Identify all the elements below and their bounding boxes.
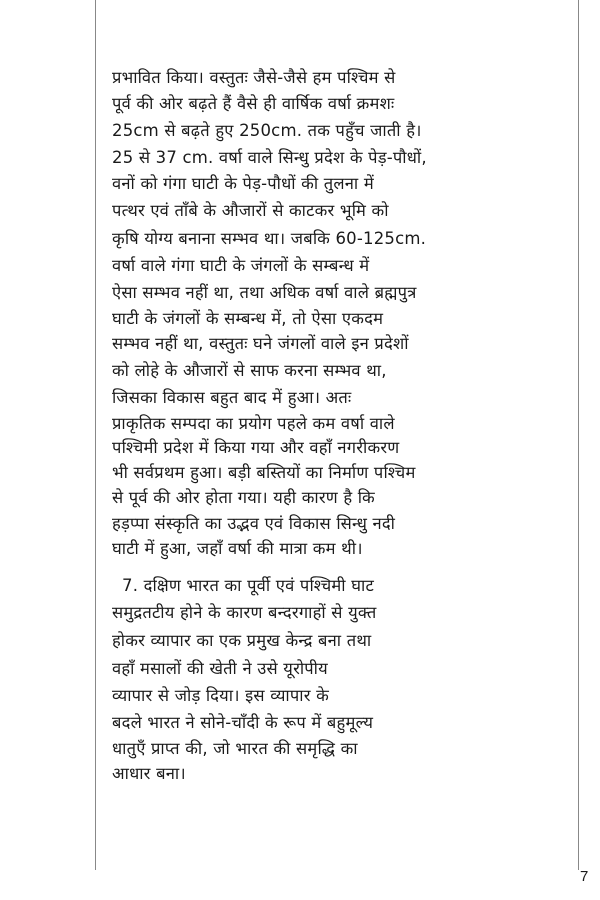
text-line: प्रभावित किया। वस्तुतः जैसे-जैसे हम पश्चिम से <box>112 68 396 87</box>
right-margin-line <box>578 0 579 870</box>
text-line: हड़प्पा संस्कृति का उद्भव एवं विकास सिन्धु नदी <box>112 514 396 533</box>
text-line: जिसका विकास बहुत बाद में हुआ। अतः <box>112 388 352 407</box>
text-line: 25cm से बढ़ते हुए 250cm. तक पहुँच जाती है। <box>112 121 422 140</box>
text-line: वहाँ मसालों की खेती ने उसे यूरोपीय <box>112 659 328 678</box>
text-line: आधार बना। <box>112 764 186 783</box>
text-line: घाटी के जंगलों के सम्बन्ध में, तो ऐसा एकदम <box>112 309 384 328</box>
text-line: बदले भारत ने सोने-चाँदी के रूप में बहुमूल्य <box>112 713 374 732</box>
text-line: वनों को गंगा घाटी के पेड़-पौधों की तुलना में <box>112 174 374 193</box>
text-line: सम्भव नहीं था, वस्तुतः घने जंगलों वाले इन प्रदेशों <box>112 334 409 353</box>
page-number: 7 <box>580 868 589 885</box>
text-line: को लोहे के औजारों से साफ करना सम्भव था, <box>112 361 387 380</box>
left-margin-line <box>95 0 96 870</box>
text-line: व्यापार से जोड़ दिया। इस व्यापार के <box>112 686 329 705</box>
text-line: पत्थर एवं ताँबे के औजारों से काटकर भूमि को <box>112 201 389 220</box>
text-line: से पूर्व की ओर होता गया। यही कारण है कि <box>112 488 375 507</box>
text-line: प्राकृतिक सम्पदा का प्रयोग पहले कम वर्षा वाले <box>112 414 395 433</box>
text-line: ऐसा सम्भव नहीं था, तथा अधिक वर्षा वाले ब्रह्मपुत्र <box>112 283 417 302</box>
text-line: होकर व्यापार का एक प्रमुख केन्द्र बना तथा <box>112 631 372 650</box>
text-line: धातुएँ प्राप्त की, जो भारत की समृद्धि का <box>112 739 358 758</box>
text-line: 7. दक्षिण भारत का पूर्वी एवं पश्चिमी घाट <box>122 576 374 595</box>
text-line: 25 से 37 cm. वर्षा वाले सिन्धु प्रदेश के पेड़-पौधों, <box>112 148 427 167</box>
text-line: भी सर्वप्रथम हुआ। बड़ी बस्तियों का निर्माण पश्चिम <box>112 463 416 482</box>
text-line: वर्षा वाले गंगा घाटी के जंगलों के सम्बन्ध में <box>112 256 370 275</box>
text-line: पश्चिमी प्रदेश में किया गया और वहाँ नगरीकरण <box>112 438 400 457</box>
text-line: समुद्रतटीय होने के कारण बन्दरगाहों से युक्त <box>112 603 377 622</box>
text-line: घाटी में हुआ, जहाँ वर्षा की मात्रा कम थी। <box>112 539 363 558</box>
text-line: कृषि योग्य बनाना सम्भव था। जबकि 60-125cm. <box>112 229 427 248</box>
text-line: पूर्व की ओर बढ़ते हैं वैसे ही वार्षिक वर्षा क्रमशः <box>112 94 395 113</box>
